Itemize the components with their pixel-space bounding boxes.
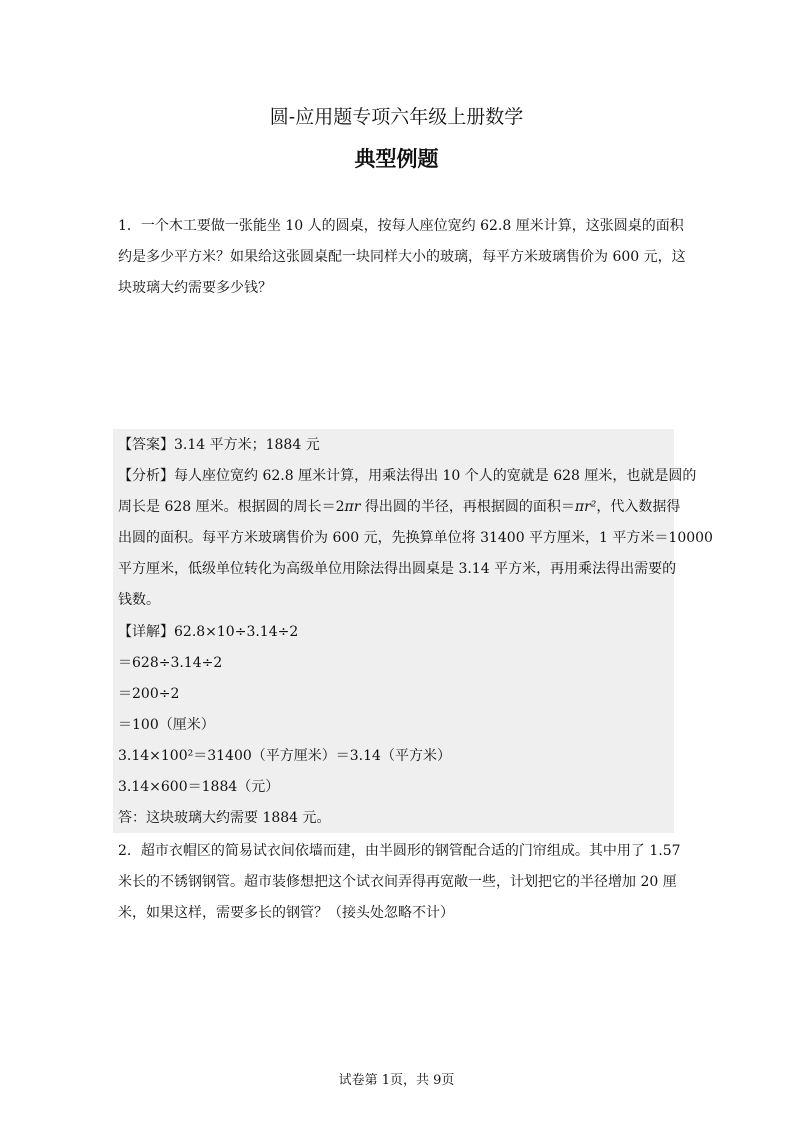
- detail-line: ＝100（厘米）: [118, 717, 215, 733]
- detail-line: 3.14×600＝1884（元）: [118, 779, 280, 795]
- analysis-line: 平方厘米，低级单位转化为高级单位用除法得出圆桌是 3.14 平方米，再用乘法得出需要的: [118, 561, 677, 577]
- question-1: [118, 211, 686, 304]
- analysis-line: 钱数。: [118, 592, 160, 608]
- analysis-line: 出圆的面积。每平方米玻璃售价为 600 元，先换算单位将 31400 平方厘米，1 平方米＝10000: [118, 530, 713, 546]
- detail-line: 答：这块玻璃大约需要 1884 元。: [118, 810, 331, 826]
- question-2: [118, 836, 681, 929]
- answer-1-result: [118, 430, 676, 461]
- analysis-line-formula: [118, 492, 681, 523]
- circumference-formula: πr: [344, 499, 361, 515]
- answer-1-analysis: [118, 461, 713, 616]
- question-1-line: 块玻璃大约需要多少钱？: [118, 280, 272, 296]
- analysis-text: ，代入数据得: [596, 499, 681, 515]
- detail-line: ＝200÷2: [118, 686, 180, 702]
- question-1-line: 1．一个木工要做一张能坐 10 人的圆桌，按每人座位宽约 62.8 厘米计算，这张圆桌的面积: [118, 218, 684, 234]
- analysis-line: 【分析】每人座位宽约 62.8 厘米计算，用乘法得出 10 个人的宽就是 628 厘米，也就是圆的: [118, 468, 697, 484]
- detail-line: ＝628÷3.14÷2: [118, 655, 223, 671]
- question-2-line: 2．超市衣帽区的简易试衣间依墙而建，由半圆形的钢管配合适的门帘组成。其中用了 1.57: [118, 843, 681, 859]
- area-formula: πr²: [574, 499, 597, 515]
- question-2-line: 米长的不锈钢钢管。超市装修想把这个试衣间弄得再宽敞一些，计划把它的半径增加 20 厘: [118, 874, 677, 890]
- answer-1-detail: [118, 617, 676, 834]
- document-title: 圆-应用题专项六年级上册数学: [269, 106, 524, 128]
- answer-line: 【答案】3.14 平方米；1884 元: [118, 437, 320, 453]
- analysis-text: 得出圆的半径，再根据圆的面积＝: [360, 499, 575, 515]
- section-heading: 典型例题: [354, 146, 439, 171]
- question-1-line: 约是多少平方米？如果给这张圆桌配一块同样大小的玻璃，每平方米玻璃售价为 600 元，这: [118, 249, 686, 265]
- detail-line: 【详解】62.8×10÷3.14÷2: [118, 624, 299, 640]
- analysis-text: 周长是 628 厘米。根据圆的周长＝2: [118, 499, 345, 515]
- question-2-line: 米，如果这样，需要多长的钢管？（接头处忽略不计）: [118, 905, 454, 921]
- page-footer: 试卷第 1页，共 9页: [338, 1073, 455, 1088]
- detail-line: 3.14×100²＝31400（平方厘米）＝3.14（平方米）: [118, 748, 451, 764]
